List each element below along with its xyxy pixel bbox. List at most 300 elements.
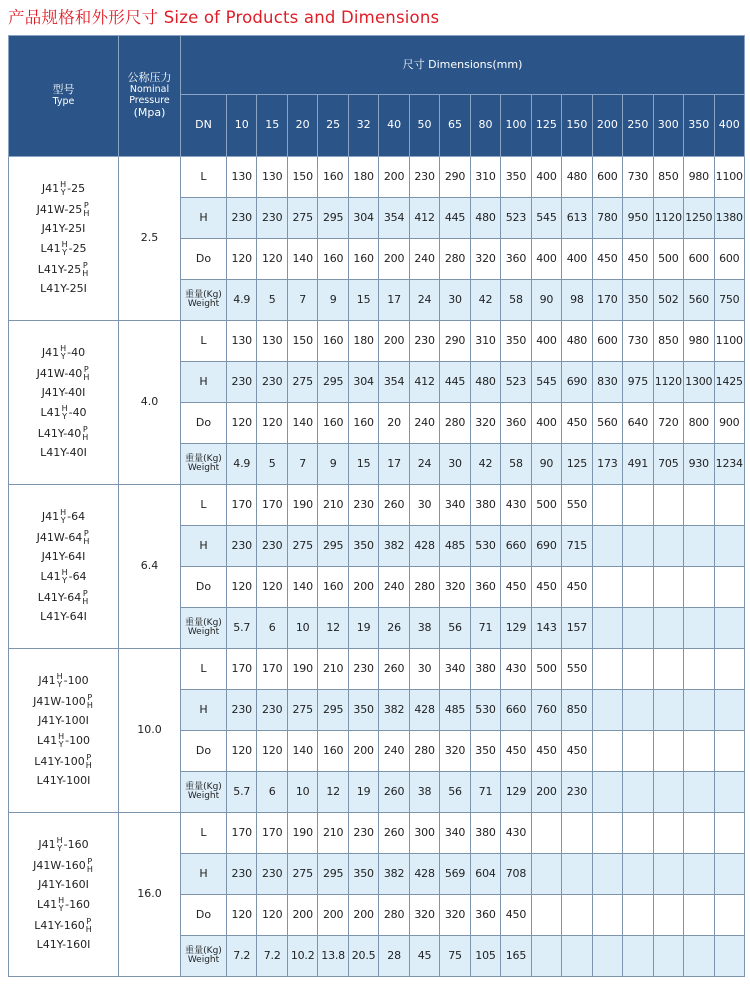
table-cell: 450: [501, 567, 531, 608]
table-cell: 10: [287, 772, 317, 813]
table-cell: 140: [287, 403, 317, 444]
table-cell: 450: [562, 403, 592, 444]
table-cell: [714, 854, 745, 895]
table-cell: 295: [318, 854, 348, 895]
table-cell: 160: [348, 239, 378, 280]
dimensions-header: 尺寸 Dimensions(mm): [181, 36, 745, 95]
table-cell: 491: [623, 444, 653, 485]
table-cell: 800: [684, 403, 714, 444]
dn-value: 100: [501, 95, 531, 157]
table-cell: 275: [287, 198, 317, 239]
table-cell: 450: [562, 567, 592, 608]
table-cell: 200: [379, 157, 409, 198]
table-cell: 340: [440, 649, 470, 690]
table-cell: 950: [623, 198, 653, 239]
table-cell: 350: [348, 854, 378, 895]
table-cell: 180: [348, 321, 378, 362]
row-label: 重量(Kg) Weight: [181, 936, 227, 977]
pressure-value: 4.0: [119, 321, 181, 485]
table-cell: 1300: [684, 362, 714, 403]
table-cell: 380: [470, 813, 500, 854]
table-cell: 530: [470, 690, 500, 731]
table-cell: 230: [257, 362, 287, 403]
table-cell: 160: [318, 403, 348, 444]
table-cell: [714, 649, 745, 690]
table-cell: 350: [348, 526, 378, 567]
table-cell: 382: [379, 854, 409, 895]
table-cell: 500: [531, 649, 561, 690]
type-label: L41Y-25 P H: [37, 261, 89, 278]
table-cell: [592, 731, 622, 772]
type-label: J41 H Y -25: [41, 180, 86, 198]
table-cell: 450: [592, 239, 622, 280]
table-cell: 412: [409, 198, 439, 239]
type-header-cn: 型号: [52, 83, 75, 97]
table-cell: [653, 567, 683, 608]
table-cell: [684, 567, 714, 608]
row-label: L: [181, 157, 227, 198]
table-cell: 200: [318, 895, 348, 936]
table-cell: [653, 813, 683, 854]
dn-value: 400: [714, 95, 745, 157]
table-cell: 13.8: [318, 936, 348, 977]
table-cell: 120: [227, 239, 257, 280]
dn-value: 250: [623, 95, 653, 157]
table-cell: [592, 526, 622, 567]
table-cell: 7: [287, 444, 317, 485]
table-cell: 290: [440, 157, 470, 198]
pressure-header: [119, 36, 181, 157]
table-cell: 120: [257, 567, 287, 608]
table-cell: 26: [379, 608, 409, 649]
type-label: J41Y-160I: [38, 878, 89, 892]
dn-value: 300: [653, 95, 683, 157]
table-cell: 660: [501, 690, 531, 731]
table-cell: [531, 854, 561, 895]
table-cell: [592, 854, 622, 895]
table-cell: [653, 731, 683, 772]
table-cell: [623, 731, 653, 772]
table-cell: 5.7: [227, 772, 257, 813]
table-cell: 428: [409, 854, 439, 895]
table-cell: [684, 526, 714, 567]
table-cell: 705: [653, 444, 683, 485]
table-cell: 4.9: [227, 280, 257, 321]
table-cell: 130: [227, 321, 257, 362]
table-cell: 613: [562, 198, 592, 239]
table-cell: 450: [531, 567, 561, 608]
table-cell: 320: [470, 403, 500, 444]
table-cell: 170: [592, 280, 622, 321]
table-cell: 4.9: [227, 444, 257, 485]
table-cell: 7: [287, 280, 317, 321]
dn-label: DN: [181, 95, 227, 157]
table-cell: 6: [257, 772, 287, 813]
table-cell: 210: [318, 485, 348, 526]
table-cell: 190: [287, 485, 317, 526]
table-cell: 260: [379, 813, 409, 854]
row-label: 重量(Kg) Weight: [181, 280, 227, 321]
table-cell: 280: [440, 403, 470, 444]
table-cell: 400: [531, 403, 561, 444]
table-cell: [653, 895, 683, 936]
table-cell: 275: [287, 362, 317, 403]
table-cell: 500: [531, 485, 561, 526]
table-cell: 428: [409, 690, 439, 731]
table-cell: 569: [440, 854, 470, 895]
table-cell: 200: [287, 895, 317, 936]
table-cell: 400: [531, 157, 561, 198]
table-cell: 56: [440, 608, 470, 649]
table-cell: 400: [531, 321, 561, 362]
table-cell: 382: [379, 690, 409, 731]
table-cell: 230: [227, 526, 257, 567]
table-cell: 170: [257, 813, 287, 854]
dn-value: 25: [318, 95, 348, 157]
table-cell: 280: [440, 239, 470, 280]
table-cell: 360: [470, 567, 500, 608]
table-cell: [623, 936, 653, 977]
table-cell: [714, 526, 745, 567]
table-cell: 760: [531, 690, 561, 731]
table-cell: 230: [257, 854, 287, 895]
table-cell: 690: [562, 362, 592, 403]
table-cell: 230: [227, 854, 257, 895]
table-cell: 28: [379, 936, 409, 977]
table-cell: 42: [470, 444, 500, 485]
table-cell: [653, 649, 683, 690]
row-label: 重量(Kg) Weight: [181, 772, 227, 813]
table-cell: 1380: [714, 198, 745, 239]
table-cell: [714, 608, 745, 649]
table-cell: 170: [227, 485, 257, 526]
table-cell: 500: [653, 239, 683, 280]
table-cell: 200: [348, 567, 378, 608]
table-cell: 240: [409, 239, 439, 280]
table-cell: 10.2: [287, 936, 317, 977]
table-cell: 230: [348, 649, 378, 690]
size-dimensions-table: [8, 35, 745, 977]
table-cell: 382: [379, 526, 409, 567]
table-cell: 730: [623, 157, 653, 198]
table-cell: [623, 526, 653, 567]
table-cell: 708: [501, 854, 531, 895]
type-label: L41Y-64 P H: [37, 589, 89, 606]
table-cell: 200: [531, 772, 561, 813]
table-cell: 1120: [653, 198, 683, 239]
table-cell: 17: [379, 444, 409, 485]
table-cell: 560: [592, 403, 622, 444]
table-cell: 720: [653, 403, 683, 444]
table-cell: 143: [531, 608, 561, 649]
table-cell: 9: [318, 444, 348, 485]
type-label: L41 H Y -160: [36, 896, 91, 913]
table-cell: [562, 813, 592, 854]
table-cell: 485: [440, 690, 470, 731]
table-cell: 1100: [714, 321, 745, 362]
table-cell: 19: [348, 608, 378, 649]
table-cell: 125: [562, 444, 592, 485]
dn-value: 50: [409, 95, 439, 157]
table-cell: 900: [714, 403, 745, 444]
table-cell: 129: [501, 772, 531, 813]
table-cell: 30: [440, 444, 470, 485]
table-cell: 71: [470, 608, 500, 649]
type-label: J41Y-64I: [41, 550, 86, 564]
table-cell: [714, 731, 745, 772]
type-label: J41W-40 P H: [36, 365, 90, 383]
table-cell: 320: [409, 895, 439, 936]
table-cell: 9: [318, 280, 348, 321]
table-cell: [592, 485, 622, 526]
table-cell: 140: [287, 239, 317, 280]
table-cell: 354: [379, 362, 409, 403]
table-cell: 640: [623, 403, 653, 444]
table-cell: 160: [348, 403, 378, 444]
table-cell: 830: [592, 362, 622, 403]
table-cell: 340: [440, 813, 470, 854]
table-cell: 200: [348, 895, 378, 936]
type-label: L41Y-40I: [40, 446, 87, 459]
table-cell: 360: [470, 895, 500, 936]
table-cell: 140: [287, 731, 317, 772]
row-label: Do: [181, 567, 227, 608]
type-label: L41Y-160I: [36, 938, 91, 951]
table-cell: 450: [562, 731, 592, 772]
table-cell: 980: [684, 321, 714, 362]
table-cell: 230: [227, 690, 257, 731]
table-cell: 5: [257, 444, 287, 485]
table-cell: [714, 895, 745, 936]
pressure-value: 16.0: [119, 813, 181, 977]
table-cell: 480: [470, 362, 500, 403]
table-cell: 170: [227, 813, 257, 854]
table-cell: 850: [653, 157, 683, 198]
table-cell: 260: [379, 649, 409, 690]
table-cell: 200: [348, 731, 378, 772]
row-label: Do: [181, 403, 227, 444]
table-cell: [714, 567, 745, 608]
row-label: L: [181, 813, 227, 854]
type-label: L41 H Y -100: [36, 732, 91, 749]
table-cell: 600: [684, 239, 714, 280]
table-cell: 150: [287, 321, 317, 362]
type-label: J41 H Y -160: [38, 836, 89, 854]
type-label: J41Y-100I: [38, 714, 89, 728]
table-cell: 295: [318, 690, 348, 731]
table-cell: 173: [592, 444, 622, 485]
table-cell: 280: [409, 567, 439, 608]
dn-value: 10: [227, 95, 257, 157]
table-cell: 850: [653, 321, 683, 362]
table-cell: 19: [348, 772, 378, 813]
table-cell: [714, 690, 745, 731]
table-cell: 24: [409, 444, 439, 485]
row-label: 重量(Kg) Weight: [181, 608, 227, 649]
table-cell: 160: [318, 321, 348, 362]
table-cell: [684, 608, 714, 649]
table-row: [9, 321, 745, 362]
table-cell: 129: [501, 608, 531, 649]
table-cell: 165: [501, 936, 531, 977]
table-cell: 604: [470, 854, 500, 895]
table-cell: 150: [287, 157, 317, 198]
table-cell: 75: [440, 936, 470, 977]
table-cell: 545: [531, 198, 561, 239]
row-label: H: [181, 854, 227, 895]
table-cell: 320: [440, 895, 470, 936]
type-label: L41Y-25I: [40, 282, 87, 295]
table-cell: 105: [470, 936, 500, 977]
table-cell: [562, 895, 592, 936]
table-cell: 560: [684, 280, 714, 321]
table-cell: [653, 772, 683, 813]
table-cell: 550: [562, 485, 592, 526]
type-label: J41Y-25I: [41, 222, 86, 236]
table-cell: [684, 649, 714, 690]
table-cell: [623, 608, 653, 649]
table-cell: [562, 854, 592, 895]
table-cell: 180: [348, 157, 378, 198]
table-cell: 230: [227, 198, 257, 239]
type-label: L41Y-64I: [40, 610, 87, 623]
table-cell: [592, 608, 622, 649]
table-cell: 1234: [714, 444, 745, 485]
table-cell: 600: [714, 239, 745, 280]
table-cell: [714, 485, 745, 526]
table-cell: 17: [379, 280, 409, 321]
table-cell: 30: [409, 485, 439, 526]
table-cell: 140: [287, 567, 317, 608]
table-cell: [653, 485, 683, 526]
table-cell: 690: [531, 526, 561, 567]
table-cell: 230: [227, 362, 257, 403]
table-cell: 480: [470, 198, 500, 239]
table-cell: 600: [592, 157, 622, 198]
table-cell: 7.2: [227, 936, 257, 977]
table-cell: 850: [562, 690, 592, 731]
table-cell: [623, 895, 653, 936]
table-cell: 38: [409, 772, 439, 813]
table-cell: 230: [348, 813, 378, 854]
type-label: L41 H Y -64: [40, 568, 87, 585]
table-cell: 12: [318, 608, 348, 649]
table-cell: 45: [409, 936, 439, 977]
table-cell: 170: [257, 649, 287, 690]
table-cell: 320: [440, 731, 470, 772]
pressure-header-en1: Nominal: [129, 84, 170, 96]
table-cell: 98: [562, 280, 592, 321]
table-cell: [653, 608, 683, 649]
type-label: J41 H Y -40: [41, 344, 86, 362]
table-cell: 975: [623, 362, 653, 403]
type-cell: [9, 321, 119, 485]
type-label: J41 H Y -64: [41, 508, 86, 526]
row-label: L: [181, 321, 227, 362]
table-cell: 340: [440, 485, 470, 526]
table-cell: [592, 649, 622, 690]
table-cell: 120: [257, 403, 287, 444]
table-cell: 412: [409, 362, 439, 403]
table-cell: [592, 895, 622, 936]
table-cell: 480: [562, 157, 592, 198]
table-cell: 38: [409, 608, 439, 649]
table-cell: 360: [501, 403, 531, 444]
table-cell: 310: [470, 157, 500, 198]
type-label: L41 H Y -25: [40, 240, 87, 257]
table-cell: 380: [470, 649, 500, 690]
table-cell: [623, 854, 653, 895]
table-cell: 450: [501, 895, 531, 936]
type-cell: [9, 649, 119, 813]
table-cell: 120: [227, 403, 257, 444]
table-cell: 6: [257, 608, 287, 649]
table-cell: 450: [501, 731, 531, 772]
table-cell: [714, 936, 745, 977]
table-cell: 730: [623, 321, 653, 362]
table-cell: 42: [470, 280, 500, 321]
table-cell: 120: [257, 731, 287, 772]
page-title: 产品规格和外形尺寸 Size of Products and Dimensions: [8, 8, 440, 27]
type-label: J41W-100 P H: [33, 693, 93, 711]
table-cell: [684, 813, 714, 854]
table-cell: [592, 567, 622, 608]
row-label: 重量(Kg) Weight: [181, 444, 227, 485]
table-cell: 428: [409, 526, 439, 567]
table-cell: 120: [257, 895, 287, 936]
table-cell: 545: [531, 362, 561, 403]
type-label: L41Y-100I: [36, 774, 91, 787]
table-cell: 20: [379, 403, 409, 444]
row-label: L: [181, 649, 227, 690]
table-cell: 90: [531, 280, 561, 321]
type-label: L41 H Y -40: [40, 404, 87, 421]
table-cell: 24: [409, 280, 439, 321]
table-row: [9, 813, 745, 854]
table-cell: 930: [684, 444, 714, 485]
table-cell: 230: [257, 690, 287, 731]
table-cell: 200: [379, 321, 409, 362]
table-cell: 320: [470, 239, 500, 280]
table-cell: [684, 772, 714, 813]
dn-value: 150: [562, 95, 592, 157]
table-cell: 523: [501, 198, 531, 239]
table-cell: 120: [257, 239, 287, 280]
table-cell: 20.5: [348, 936, 378, 977]
table-cell: 600: [592, 321, 622, 362]
table-cell: 290: [440, 321, 470, 362]
table-cell: [592, 813, 622, 854]
table-cell: 450: [623, 239, 653, 280]
table-cell: 310: [470, 321, 500, 362]
table-cell: [684, 690, 714, 731]
table-cell: 5.7: [227, 608, 257, 649]
row-label: Do: [181, 239, 227, 280]
table-cell: 56: [440, 772, 470, 813]
table-cell: 170: [257, 485, 287, 526]
table-cell: 230: [257, 526, 287, 567]
table-cell: 130: [257, 321, 287, 362]
table-cell: 170: [227, 649, 257, 690]
table-cell: 523: [501, 362, 531, 403]
table-cell: 5: [257, 280, 287, 321]
row-label: Do: [181, 731, 227, 772]
pressure-value: 2.5: [119, 157, 181, 321]
table-cell: 58: [501, 280, 531, 321]
table-cell: 295: [318, 362, 348, 403]
table-cell: 450: [531, 731, 561, 772]
table-cell: 320: [440, 567, 470, 608]
